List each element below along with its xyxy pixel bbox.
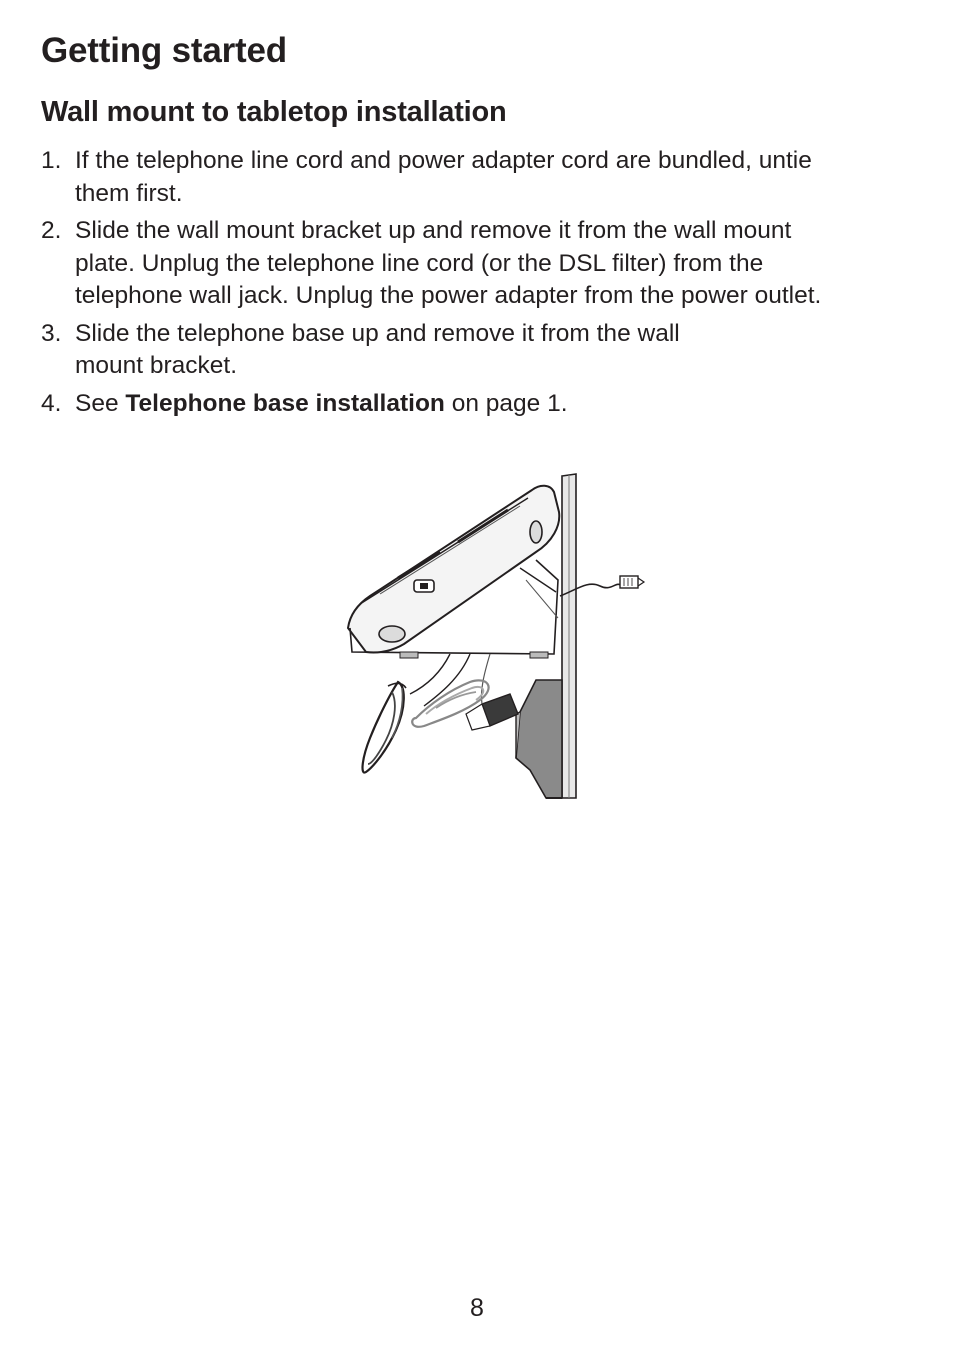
step-line: them first. xyxy=(75,179,183,207)
step-line: If the telephone line cord and power adapter cord are bundled, untie xyxy=(75,147,812,174)
page-number: 8 xyxy=(470,1294,484,1322)
step-line: Slide the telephone base up and remove it from the wall xyxy=(75,319,680,347)
step-line: Slide the wall mount bracket up and remove it from the wall mount xyxy=(75,217,792,244)
step-line: mount bracket. xyxy=(75,352,238,379)
step-line: telephone wall jack. Unplug the power adapter from the power outlet. xyxy=(75,282,822,309)
step-number: 2. xyxy=(41,217,62,244)
step-3 xyxy=(41,318,921,383)
section-title: Wall mount to tabletop installation xyxy=(41,96,507,128)
step-number: 4. xyxy=(41,389,62,417)
page-title: Getting started xyxy=(41,31,287,70)
step-number: 1. xyxy=(41,147,62,174)
telephone-base-illustration xyxy=(340,468,660,808)
step-number: 3. xyxy=(41,319,62,347)
telephone-base-on-wall-mount-bracket-icon xyxy=(340,468,660,808)
step-2 xyxy=(41,215,921,313)
step-1 xyxy=(41,145,921,210)
cross-reference-link-text: Telephone base installation xyxy=(125,389,445,417)
step-line xyxy=(75,388,921,421)
step-line: plate. Unplug the telephone line cord (or the DSL filter) from the xyxy=(75,249,764,277)
step-text-prefix: See xyxy=(75,389,126,417)
instruction-steps-list xyxy=(41,145,921,425)
step-4 xyxy=(41,388,921,421)
step-text-suffix: on page 1. xyxy=(444,389,568,417)
